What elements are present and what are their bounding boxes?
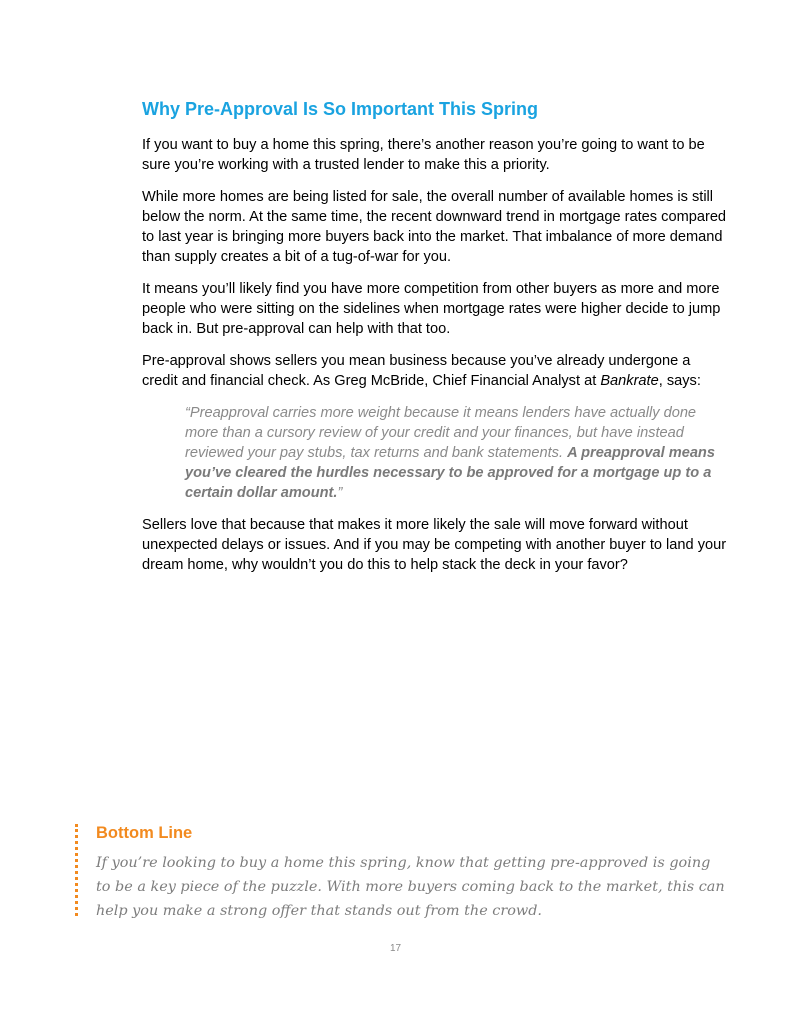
bottom-line-title: Bottom Line	[96, 824, 193, 842]
quote-emphasis: A preapproval means you’ve cleared the hurdles necessary to be approved for a mortgage up to a certain dollar amount.	[185, 445, 715, 501]
paragraph-intro: If you want to buy a home this spring, there’s another reason you’re going to want to be sure you’re working with a trusted lender to make this a priority.	[142, 137, 705, 173]
article-body	[142, 135, 727, 587]
dotted-accent-rule	[75, 824, 78, 916]
source-name: Bankrate	[600, 373, 659, 389]
page-number: 17	[389, 943, 402, 954]
paragraph-inventory: While more homes are being listed for sale, the overall number of available homes is still below the norm. At the same time, the recent downward trend in mortgage rates compared to last year is bringing more buyers back into the market. That imbalance of more demand than supply creates a bit of a tug-of-war for you.	[142, 189, 727, 265]
bottom-line-callout	[75, 822, 735, 918]
paragraph-attribution	[142, 351, 727, 391]
quote-close: ”	[337, 485, 343, 501]
paragraph-closing: Sellers love that because that makes it more likely the sale will move forward without unexpected delays or issues. And if you may be competing with another buyer to land your dream home, why wouldn’t you do this to help stack the deck in your favor?	[142, 517, 727, 573]
block-quote	[185, 403, 727, 503]
quote-text: “Preapproval carries more weight because it means lenders have actually done more than a cursory review of your credit and your finances, but have instead reviewed your pay stubs, tax returns and bank statements.	[185, 405, 697, 461]
attribution-suffix: , says:	[658, 373, 701, 389]
attribution-text: Pre-approval shows sellers you mean business because you’ve already undergone a credit and financial check. As Greg McBride, Chief Financial Analyst at	[142, 353, 691, 389]
paragraph-competition: It means you’ll likely find you have more competition from other buyers as more and more people who were sitting on the sidelines when mortgage rates were higher decide to jump back in. But pre-approval can help with that too.	[142, 281, 721, 337]
bottom-line-text: If you’re looking to buy a home this spring, know that getting pre-approved is going to be a key piece of the puzzle. With more buyers coming back to the market, this can help you make a strong offer that stands out from the crowd.	[96, 855, 725, 919]
section-heading: Why Pre-Approval Is So Important This Spring	[142, 99, 539, 119]
